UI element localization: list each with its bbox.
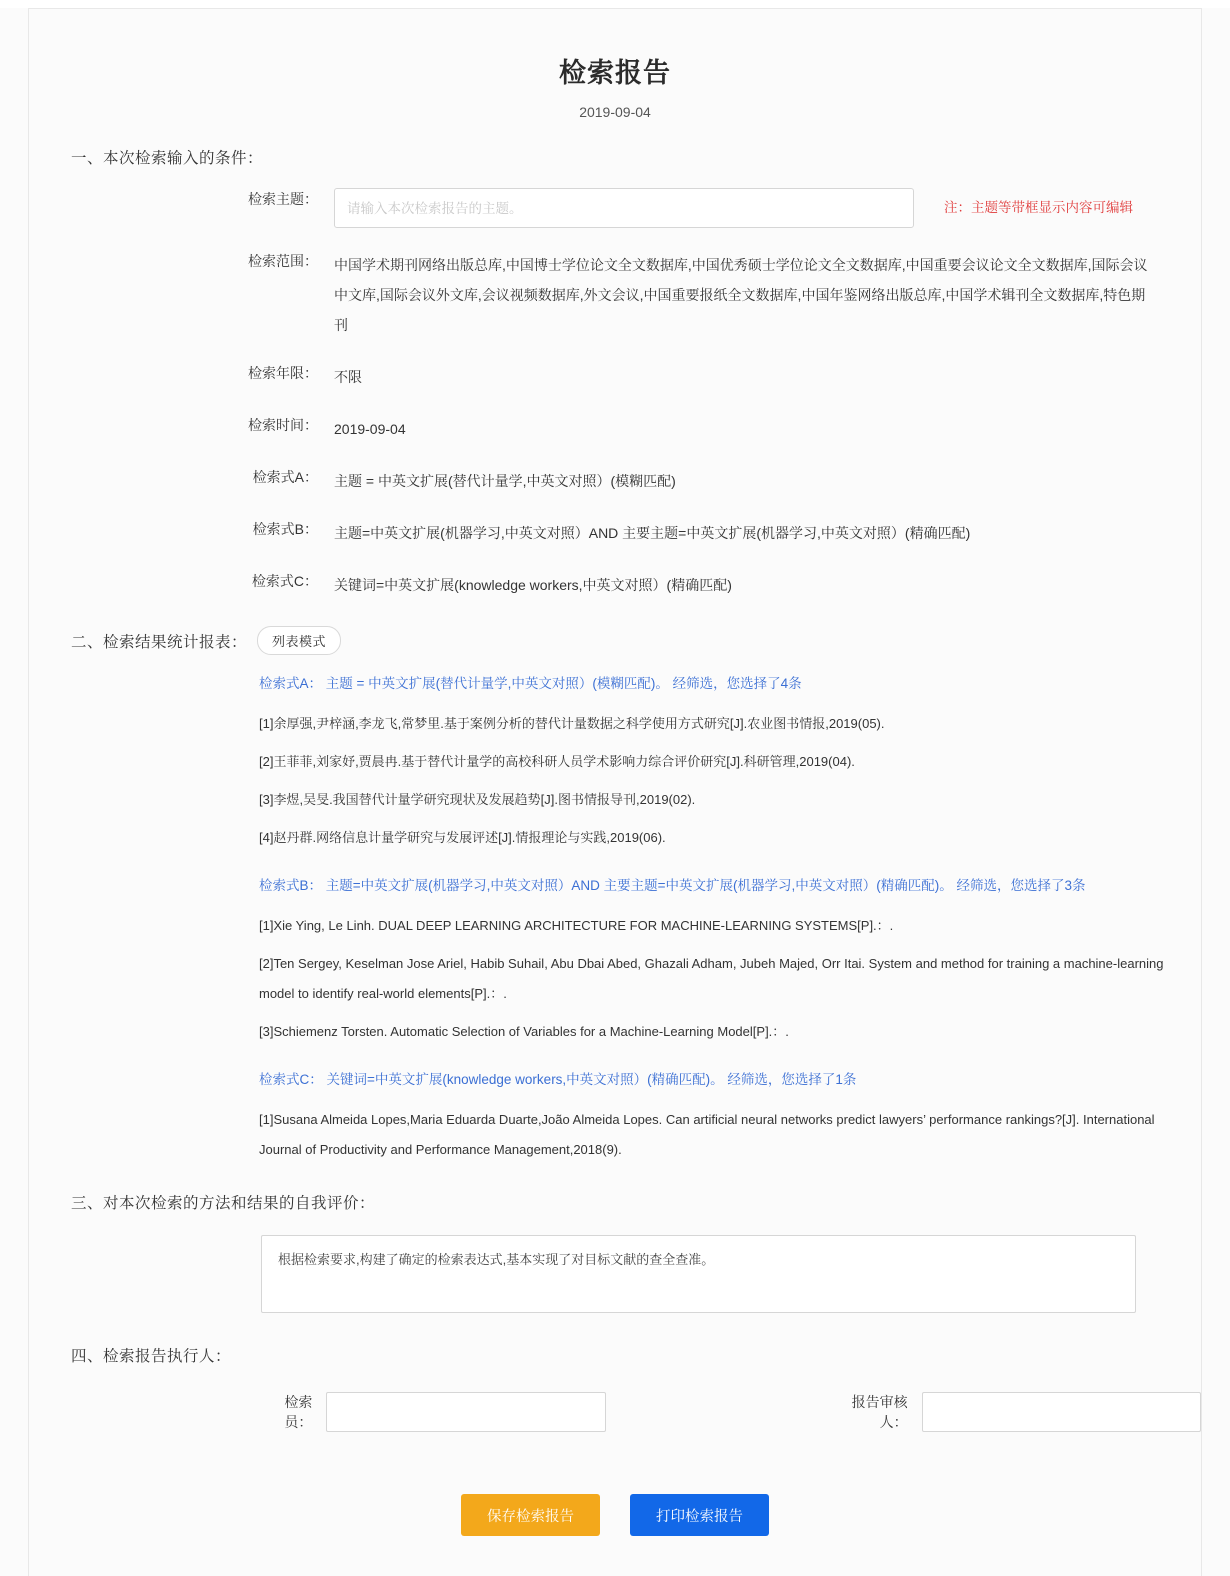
report-sheet [28, 8, 1202, 1576]
list-item: [1]余厚强,尹梓涵,李龙飞,常梦里.基于案例分析的替代计量数据之科学使用方式研究[J].农业图书情报,2019(05). [259, 716, 885, 731]
list-item: [1]Xie Ying, Le Linh. DUAL DEEP LEARNING ARCHITECTURE FOR MACHINE-LEARNING SYSTEMS[P].：. [259, 918, 894, 933]
condition-row-expression-a [29, 466, 1201, 496]
reviewer-label: 报告审核人： [851, 1394, 908, 1430]
expression-c-value: 关键词=中英文扩展(knowledge workers,中英文对照）(精确匹配) [334, 577, 732, 593]
executor-row [29, 1392, 1201, 1432]
results-list [259, 673, 1189, 1165]
list-item: [3]李煜,吴旻.我国替代计量学研究现状及发展趋势[J].图书情报导刊,2019(02). [259, 792, 696, 807]
searcher-input[interactable] [326, 1392, 605, 1432]
section-heading-conditions: 一、本次检索输入的条件： [71, 150, 264, 167]
expression-c-label: 检索式C： [251, 573, 318, 589]
reviewer-input[interactable] [922, 1392, 1201, 1432]
list-item: [2]王菲菲,刘家妤,贾晨冉.基于替代计量学的高校科研人员学术影响力综合评价研究[J].科研管理,2019(04). [259, 754, 855, 769]
expression-a-value: 主题 = 中英文扩展(替代计量学,中英文对照）(模糊匹配) [334, 473, 676, 489]
section-heading-results [71, 626, 1201, 655]
list-item: [4]赵丹群.网络信息计量学研究与发展评述[J].情报理论与实践,2019(06). [259, 830, 666, 845]
report-date: 2019-09-04 [579, 104, 651, 120]
search-topic-input[interactable] [334, 188, 914, 228]
reviewer-field-group [828, 1392, 1201, 1432]
years-value: 不限 [334, 369, 362, 385]
report-page [0, 8, 1230, 1576]
topic-label: 检索主题： [248, 191, 318, 207]
time-label: 检索时间： [248, 417, 318, 433]
section-heading-evaluation: 三、对本次检索的方法和结果的自我评价： [71, 1195, 376, 1212]
print-report-button[interactable]: 打印检索报告 [630, 1494, 769, 1536]
searcher-label: 检索员： [284, 1394, 313, 1430]
action-buttons [29, 1494, 1201, 1536]
result-group-heading-a: 检索式A： 主题 = 中英文扩展(替代计量学,中英文对照）(模糊匹配)。 经筛选，您选择了4条 [259, 676, 802, 691]
list-item: [2]Ten Sergey, Keselman Jose Ariel, Habib Suhail, Abu Dbai Abed, Ghazali Adham, Jubeh Majed, Orr Itai. System and method for training a machine-learning model to identify real-world elements[P].：. [259, 956, 1164, 1001]
section-heading-results-label: 二、检索结果统计报表： [71, 633, 248, 651]
condition-row-time [29, 414, 1201, 444]
years-label: 检索年限： [248, 365, 318, 381]
result-group-heading-b: 检索式B： 主题=中英文扩展(机器学习,中英文对照）AND 主要主题=中英文扩展(机器学习,中英文对照）(精确匹配)。 经筛选，您选择了3条 [259, 878, 1086, 893]
condition-row-expression-c [29, 570, 1201, 600]
condition-row-expression-b [29, 518, 1201, 548]
result-group-heading-c: 检索式C： 关键词=中英文扩展(knowledge workers,中英文对照）(精确匹配)。 经筛选，您选择了1条 [259, 1072, 857, 1087]
save-report-button[interactable]: 保存检索报告 [461, 1494, 600, 1536]
conditions-table [29, 188, 1201, 600]
list-mode-toggle[interactable]: 列表模式 [257, 626, 341, 655]
scope-value: 中国学术期刊网络出版总库,中国博士学位论文全文数据库,中国优秀硕士学位论文全文数据库,中国重要会议论文全文数据库,国际会议中文库,国际会议外文库,会议视频数据库,外文会议,中国重要报纸全文数据库,中国年鉴网络出版总库,中国学术辑刊全文数据库,特色期刊 [334, 257, 1148, 333]
list-item: [1]Susana Almeida Lopes,Maria Eduarda Duarte,João Almeida Lopes. Can artificial neural networks predict lawyers’ performance rankings?[J]. International Journal of Productivity and Performance Management,2018(9). [259, 1112, 1155, 1157]
condition-row-scope [29, 250, 1201, 340]
expression-a-label: 检索式A： [252, 469, 318, 485]
evaluation-textarea[interactable] [261, 1235, 1136, 1313]
expression-b-value: 主题=中英文扩展(机器学习,中英文对照）AND 主要主题=中英文扩展(机器学习,中英文对照）(精确匹配) [334, 525, 971, 541]
list-item: [3]Schiemenz Torsten. Automatic Selection of Variables for a Machine-Learning Model[P].：. [259, 1024, 789, 1039]
page-title: 检索报告 [559, 58, 671, 88]
editable-note: 注：主题等带框显示内容可编辑 [944, 200, 1133, 215]
condition-row-topic [29, 188, 1201, 228]
searcher-field-group [259, 1392, 606, 1432]
scope-label: 检索范围： [248, 253, 318, 269]
section-heading-executor: 四、检索报告执行人： [71, 1348, 232, 1365]
condition-row-years [29, 362, 1201, 392]
time-value: 2019-09-04 [334, 421, 406, 437]
expression-b-label: 检索式B： [252, 521, 318, 537]
